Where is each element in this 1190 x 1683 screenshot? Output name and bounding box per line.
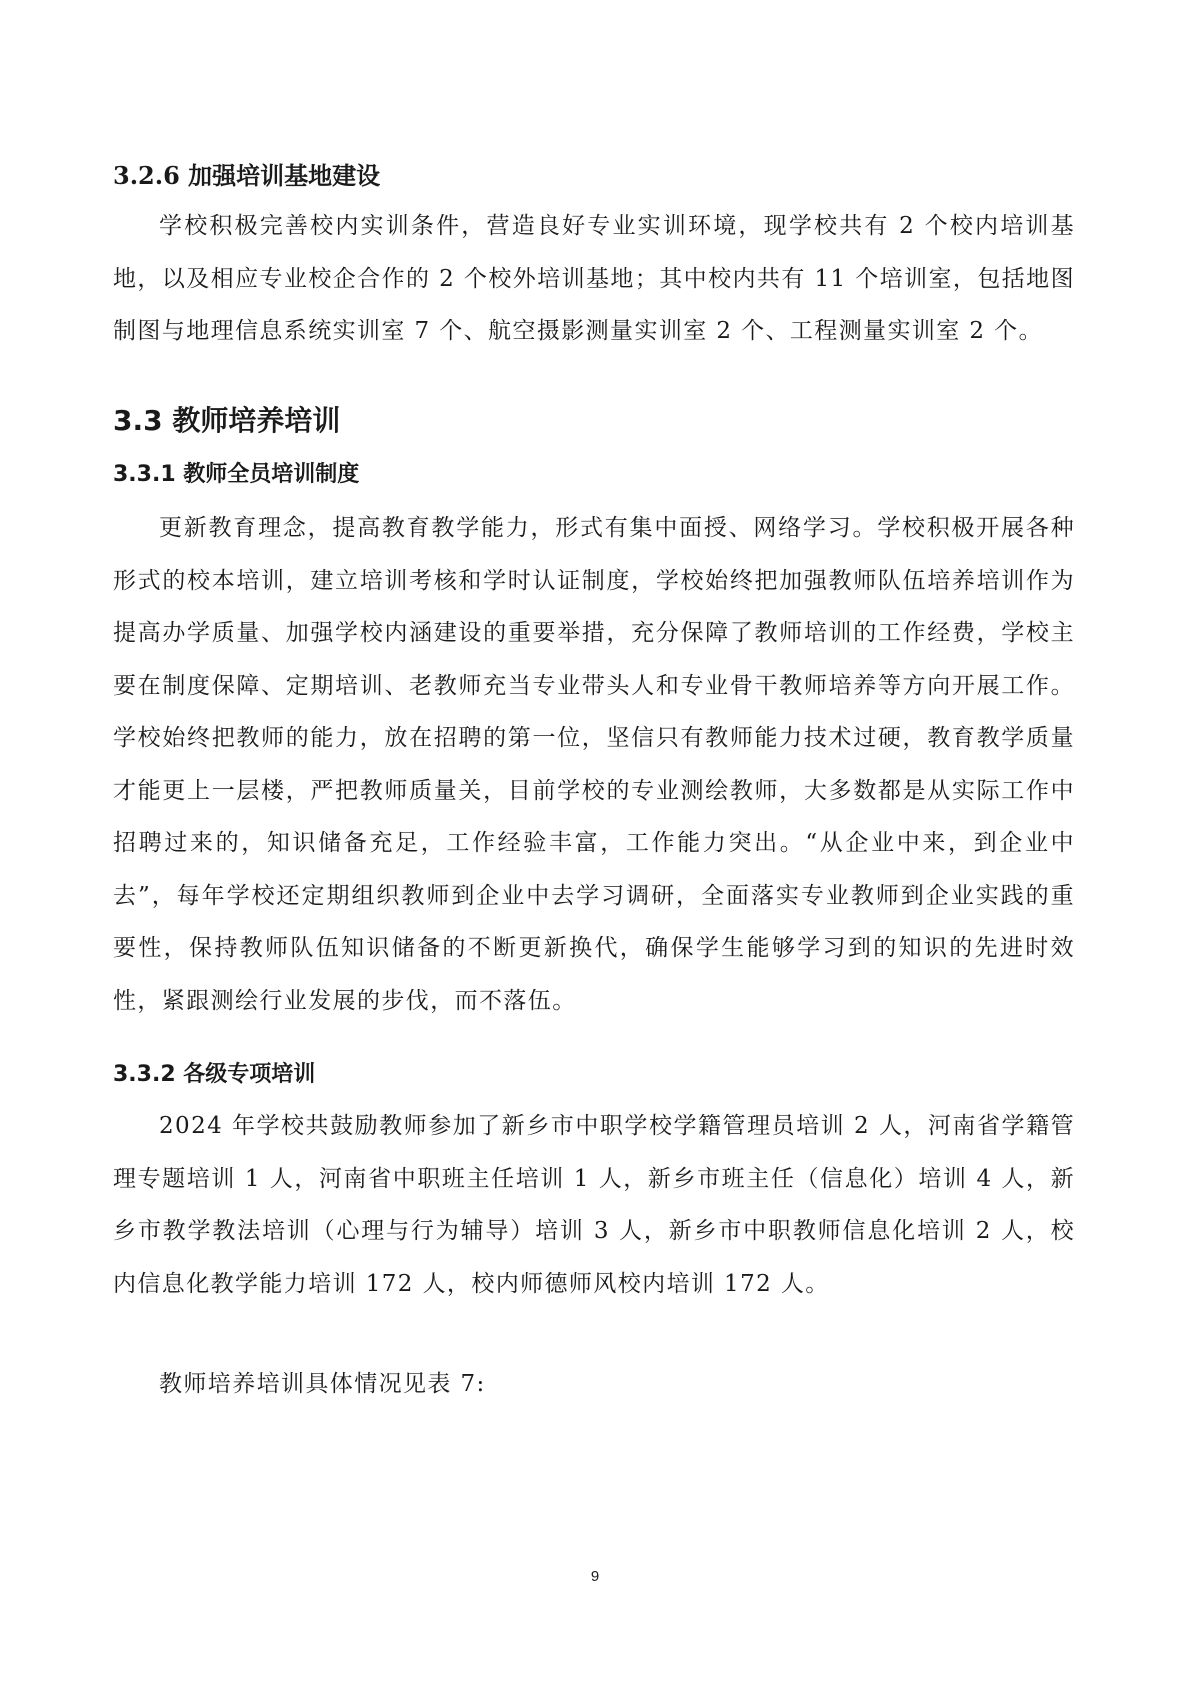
section-heading-3-3-2: 3.3.2 各级专项培训: [113, 1062, 316, 1087]
section-heading-3-3: 3.3 教师培养培训: [113, 404, 341, 437]
paragraph-training-base: 学校积极完善校内实训条件，营造良好专业实训环境，现学校共有 2 个校内培训基地，以及相应专业校企合作的 2 个校外培训基地；其中校内共有 11 个培训室，包括地图制图与地理信息系统实训室 7 个、航空摄影测量实训室 2 个、工程测量实训室 2 个。: [113, 213, 1075, 344]
paragraph-table-reference: 教师培养培训具体情况见表 7:: [159, 1371, 486, 1397]
paragraph-teacher-training-system: 更新教育理念，提高教育教学能力，形式有集中面授、网络学习。学校积极开展各种形式的校本培训，建立培训考核和学时认证制度，学校始终把加强教师队伍培养培训作为提高办学质量、加强学校内涵建设的重要举措，充分保障了教师培训的工作经费，学校主要在制度保障、定期培训、老教师充当专业带头人和专业骨干教师培养等方向开展工作。学校始终把教师的能力，放在招聘的第一位，坚信只有教师能力技术过硬，教育教学质量才能更上一层楼，严把教师质量关，目前学校的专业测绘教师，大多数都是从实际工作中招聘过来的，知识储备充足，工作经验丰富，工作能力突出。“从企业中来，到企业中去”，每年学校还定期组织教师到企业中去学习调研，全面落实专业教师到企业实践的重要性，保持教师队伍知识储备的不断更新换代，确保学生能够学习到的知识的先进时效性，紧跟测绘行业发展的步伐，而不落伍。: [113, 515, 1075, 1014]
section-heading-3-2-6: 3.2.6 加强培训基地建设: [113, 161, 381, 190]
section-heading-3-3-1: 3.3.1 教师全员培训制度: [113, 462, 360, 487]
page-number: 9: [590, 1568, 600, 1585]
paragraph-special-training: 2024 年学校共鼓励教师参加了新乡市中职学校学籍管理员培训 2 人，河南省学籍管理专题培训 1 人，河南省中职班主任培训 1 人，新乡市班主任（信息化）培训 4 人，新乡市教学教法培训（心理与行为辅导）培训 3 人，新乡市中职教师信息化培训 2 人，校内信息化教学能力培训 172 人，校内师德师风校内培训 172 人。: [113, 1113, 1075, 1297]
